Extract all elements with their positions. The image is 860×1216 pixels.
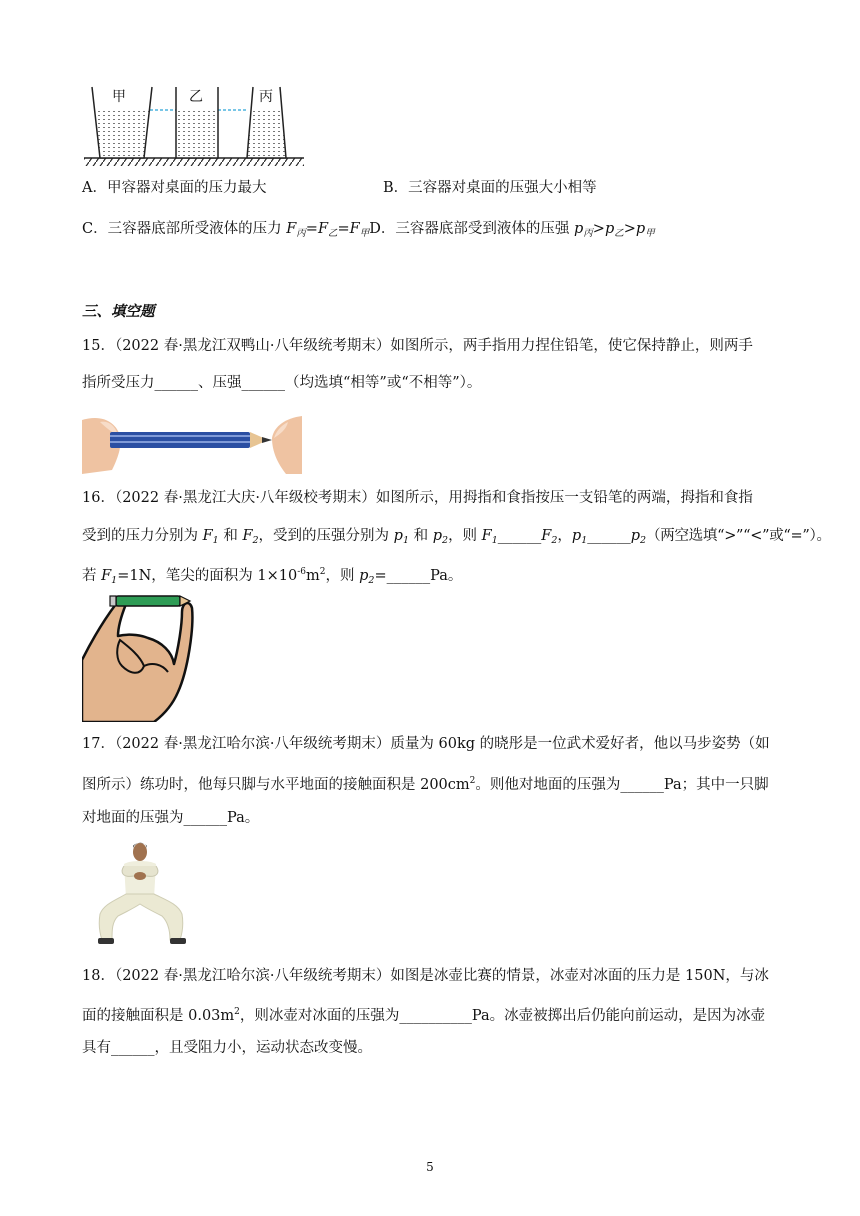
head [133, 843, 147, 861]
superscript: -6 [297, 567, 306, 577]
subscript: 丙 [583, 228, 593, 239]
pressure-symbol: p [359, 568, 369, 584]
text: ， [557, 528, 572, 544]
pencil-lead [262, 437, 272, 443]
text: 面的接触面积是 0.03m [82, 1008, 235, 1024]
text: 和 [409, 528, 433, 544]
text: =______Pa。 [374, 568, 463, 584]
ground-hatch [84, 158, 304, 166]
text: 受到的压力分别为 [82, 528, 203, 544]
text: 。则他对地面的压强为______Pa；其中一只脚 [475, 777, 769, 793]
operator: > [592, 221, 605, 237]
section-title: 三、填空题 [82, 303, 155, 320]
label-yi: 乙 [189, 89, 203, 105]
pressure-symbol: p [630, 528, 641, 544]
text: ，受到的压强分别为 [258, 528, 394, 544]
text: 图所示）练功时，他每只脚与水平地面的接触面积是 200cm [82, 777, 470, 793]
liquid-yi [176, 110, 218, 158]
subscript: 1 [581, 535, 588, 546]
force-symbol: F [286, 221, 297, 237]
text: =1N，笔尖的面积为 1×10 [117, 568, 298, 584]
liquid-bing [247, 110, 286, 158]
containers-figure [82, 82, 312, 170]
q16-line-1: 16．（2022 春·黑龙江大庆·八年级校考期末）如图所示，用拇指和食指按压一支铅笔的两端，拇指和食指 [82, 490, 753, 506]
legs [99, 894, 183, 940]
q17-line-2 [82, 771, 769, 795]
subscript: 乙 [328, 228, 338, 239]
horse-stance-image [90, 842, 198, 946]
text: （两空选填“>”“<”或“=”）。 [646, 528, 831, 544]
left-shoe [98, 938, 114, 944]
pressure-symbol: p [393, 528, 403, 544]
pencil-ferrule [110, 596, 116, 606]
hand-pencil-image [82, 590, 202, 722]
force-symbol: F [202, 528, 213, 544]
pencil-body [110, 432, 250, 448]
text: 若 [82, 568, 102, 584]
force-symbol: F [481, 528, 492, 544]
q14-option-c-text: C．三容器底部所受液体的压力 [82, 221, 287, 237]
pressure-symbol: p [573, 221, 584, 237]
subscript: 甲 [645, 228, 655, 239]
force-symbol: F [242, 528, 253, 544]
q17-line-3: 对地面的压强为______Pa。 [82, 810, 260, 826]
pressure-symbol: p [604, 221, 615, 237]
liquid-jia [94, 110, 150, 158]
superscript: 2 [234, 1007, 240, 1017]
subscript: 乙 [614, 228, 624, 239]
q16-line-2 [82, 526, 831, 551]
superscript: 2 [469, 776, 476, 786]
right-shoe [170, 938, 186, 944]
q14-option-a: A．甲容器对桌面的压力最大 [82, 180, 267, 196]
pencil-fingers-image [82, 410, 302, 476]
subscript: 2 [640, 535, 647, 546]
force-symbol: F [349, 221, 360, 237]
force-symbol: F [101, 568, 112, 584]
label-bing: 丙 [259, 89, 273, 105]
subscript: 2 [252, 535, 259, 546]
text: ，则冰壶对冰面的压强为__________Pa。冰壶被掷出后仍能向前运动，是因为冰壶 [239, 1008, 766, 1024]
text: ，则 [448, 528, 482, 544]
pressure-symbol: p [635, 221, 646, 237]
page-number: 5 [426, 1160, 434, 1174]
text: 和 [218, 528, 243, 544]
pressure-symbol: p [432, 528, 443, 544]
q14-option-d-text: D．三容器底部受到液体的压强 [369, 221, 574, 237]
subscript: 2 [551, 535, 558, 546]
label-jia: 甲 [112, 89, 126, 105]
subscript: 2 [442, 535, 449, 546]
subscript: 2 [368, 575, 375, 586]
answer-blank: ______ [497, 528, 542, 544]
q18-line-2 [82, 1002, 765, 1026]
q16-line-3 [82, 562, 462, 591]
operator: > [623, 221, 636, 237]
superscript: 2 [319, 567, 326, 577]
subscript: 1 [402, 535, 409, 546]
hands [134, 872, 146, 880]
q18-line-3: 具有______，且受阻力小，运动状态改变慢。 [82, 1040, 372, 1056]
q15-line-2: 指所受压力______、压强______（均选填“相等”或“不相等”）。 [82, 375, 482, 391]
pencil-body [116, 596, 180, 606]
operator: = [305, 221, 318, 237]
q17-line-1: 17．（2022 春·黑龙江哈尔滨·八年级统考期末）质量为 60kg 的晓彤是一位武术爱好者，他以马步姿势（如 [82, 736, 770, 752]
q18-line-1: 18．（2022 春·黑龙江哈尔滨·八年级统考期末）如图是冰壶比赛的情景，冰壶对冰面的压力是 150N，与冰 [82, 968, 769, 984]
subscript: 1 [212, 535, 219, 546]
q15-line-1: 15．（2022 春·黑龙江双鸭山·八年级统考期末）如图所示，两手指用力捏住铅笔，使它保持静止，则两手 [82, 338, 753, 354]
answer-blank: ______ [587, 528, 631, 544]
pressure-symbol: p [571, 528, 582, 544]
q14-option-b: B．三容器对桌面的压强大小相等 [383, 180, 597, 196]
operator: = [337, 221, 350, 237]
text: ，则 [325, 568, 360, 584]
subscript: 1 [111, 575, 118, 586]
text: m [306, 568, 320, 584]
subscript: 甲 [359, 228, 370, 239]
q14-option-c-d [82, 219, 655, 244]
subscript: 丙 [296, 228, 306, 239]
force-symbol: F [541, 528, 552, 544]
force-symbol: F [317, 221, 328, 237]
subscript: 1 [491, 535, 498, 546]
